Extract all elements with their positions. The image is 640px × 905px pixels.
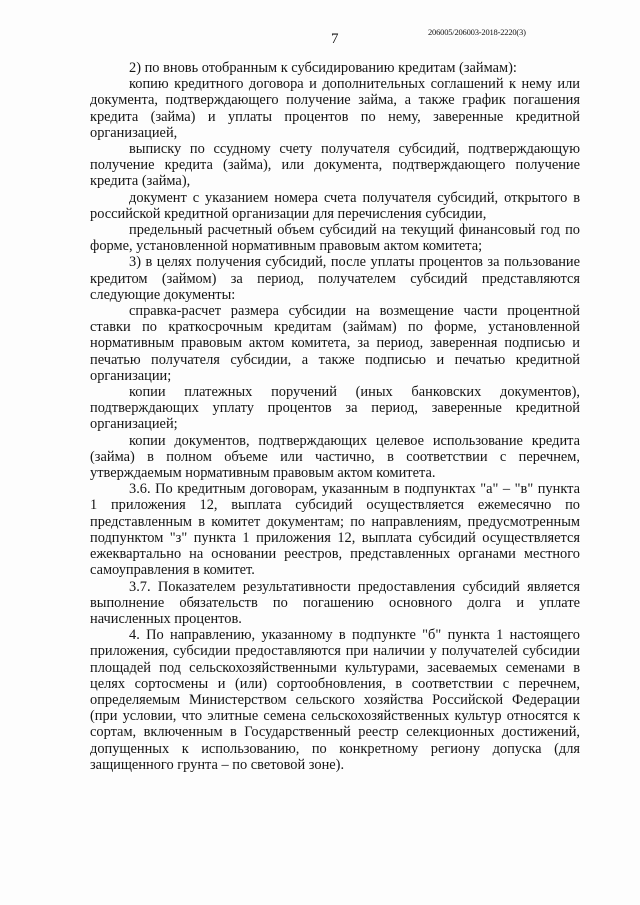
paragraph: документ с указанием номера счета получателя субсидий, открытого в российской кредитной организации для перечисления субсидии,	[90, 189, 580, 222]
paragraph: копии платежных поручений (иных банковских документов), подтверждающих уплату процентов за период, заверенные кредитной организацией;	[90, 384, 580, 433]
paragraph: копию кредитного договора и дополнительных соглашений к нему или документа, подтверждающего получение займа, а также график погашения кредита (займа) и уплаты процентов по нему, заверенные кредитной организацией,	[90, 76, 580, 141]
page-number: 7	[331, 31, 339, 47]
paragraph: 3.7. Показателем результативности предоставления субсидий является выполнение обязательств по погашению основного долга и уплате начисленных процентов.	[90, 578, 580, 627]
paragraph: предельный расчетный объем субсидий на текущий финансовый год по форме, установленной нормативным правовым актом комитета;	[90, 222, 580, 255]
paragraph: 3.6. По кредитным договорам, указанным в подпунктах "а" – "в" пункта 1 приложения 12, выплата субсидий осуществляется ежемесячно по представленным в комитет документам; по направлениям, предусмотренным подпунктом "з" пункта 1 приложения 12, выплата субсидий осуществляется ежеквартально на основании реестров, представленных органами местного самоуправления в комитет.	[90, 481, 580, 579]
paragraph: копии документов, подтверждающих целевое использование кредита (займа) в полном объеме или частично, в соответствии с перечнем, утверждаемым нормативным правовым актом комитета.	[90, 432, 580, 482]
paragraph: 4. По направлению, указанному в подпункте "б" пункта 1 настоящего приложения, субсидии предоставляются при наличии у получателей субсидии площадей под сельскохозяйственными культурами, засеваемых семенами в целях сортосмены и (или) сортообновления, в соответствии с перечнем, определяемым Министерством сельского хозяйства Российской Федерации (при условии, что элитные семена сельскохозяйственных культур относятся к сортам, включенным в Государственный реестр селекционных достижений, допущенных к использованию, по конкретному региону допуска (для защищенного грунта – по световой зоне).	[90, 627, 580, 773]
document-body	[90, 60, 580, 773]
paragraph: выписку по ссудному счету получателя субсидий, подтверждающую получение кредита (займа), или документа, подтверждающего получение кредита (займа),	[90, 141, 580, 190]
paragraph: 3) в целях получения субсидий, после уплаты процентов за пользование кредитом (займом) за период, получателем субсидий представляются следующие документы:	[90, 254, 580, 303]
paragraph: справка-расчет размера субсидии на возмещение части процентной ставки по краткосрочным кредитам (займам) по форме, установленной нормативным правовым актом комитета, за период, заверенная подписью и печатью получателя субсидии, а также подписью и печатью кредитной организации;	[90, 303, 580, 384]
paragraph: 2) по вновь отобранным к субсидированию кредитам (займам):	[129, 60, 517, 76]
document-reference: 206005/206003-2018-2220(3)	[428, 27, 526, 37]
